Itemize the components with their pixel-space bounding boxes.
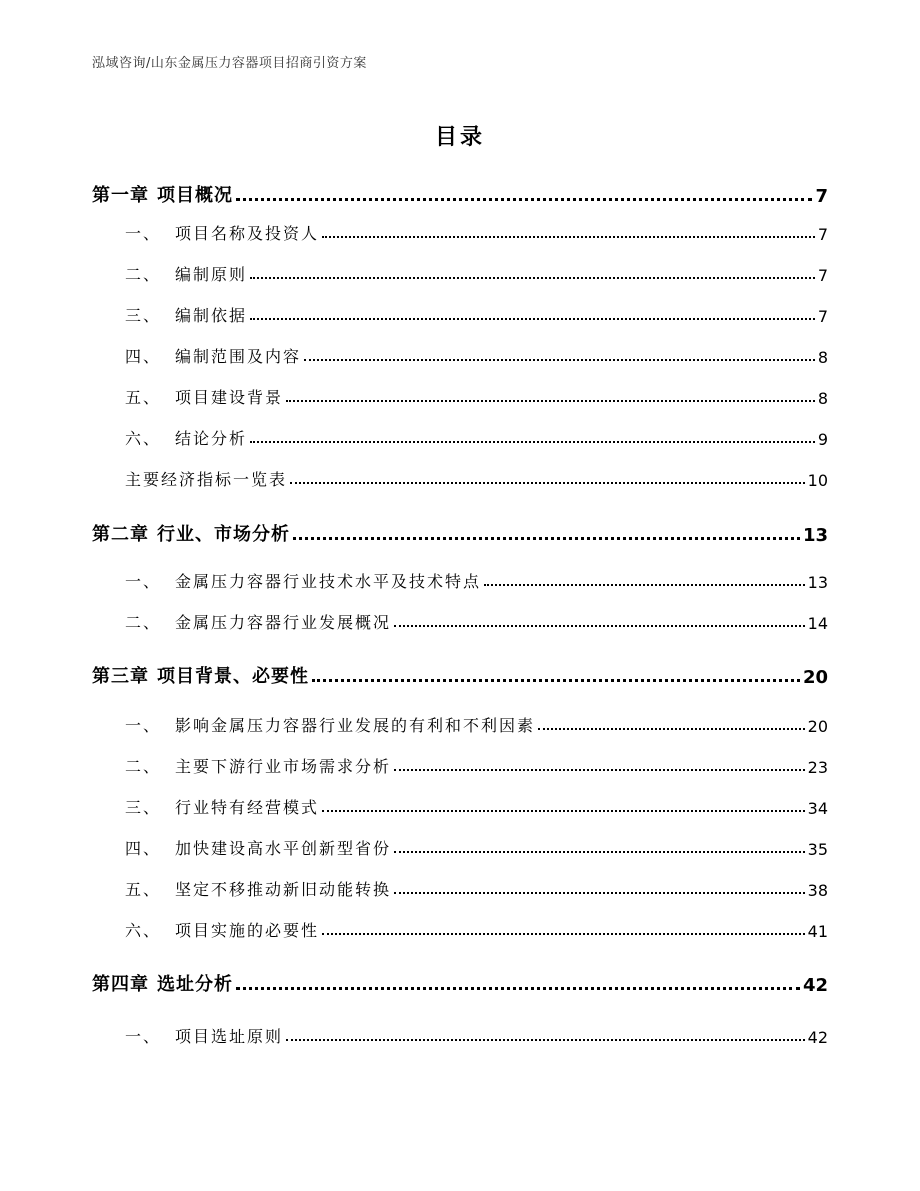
toc-page-number: 20 bbox=[802, 667, 828, 688]
toc-page-number: 7 bbox=[817, 266, 828, 285]
toc-chapter-entry[interactable] bbox=[92, 181, 828, 207]
toc-page-number: 7 bbox=[815, 186, 828, 207]
toc-page-number: 8 bbox=[817, 348, 828, 367]
toc-section-entry[interactable] bbox=[125, 1021, 828, 1047]
toc-entry-number: 第四章 bbox=[92, 974, 149, 995]
dot-leader bbox=[322, 809, 805, 812]
toc-entry-label: 金属压力容器行业技术水平及技术特点 bbox=[175, 572, 482, 591]
toc-section-entry[interactable] bbox=[125, 607, 828, 633]
toc-entry-number: 一、 bbox=[125, 716, 162, 735]
toc-section-entry[interactable] bbox=[125, 874, 828, 900]
toc-entry-label: 选址分析 bbox=[157, 974, 233, 995]
toc-entry-label: 影响金属压力容器行业发展的有利和不利因素 bbox=[175, 716, 536, 735]
dot-leader bbox=[394, 891, 805, 894]
toc-entry-number: 四、 bbox=[125, 839, 162, 858]
toc-entry-label: 坚定不移推动新旧动能转换 bbox=[175, 880, 392, 899]
dot-leader bbox=[394, 850, 805, 853]
toc-section-entry[interactable] bbox=[125, 464, 828, 490]
toc-page-number: 42 bbox=[807, 1028, 828, 1047]
toc-section-entry[interactable] bbox=[125, 833, 828, 859]
toc-entry-number: 五、 bbox=[125, 880, 162, 899]
toc-entry-title bbox=[125, 713, 535, 736]
toc-entry-label: 项目选址原则 bbox=[175, 1027, 284, 1046]
toc-section-entry[interactable] bbox=[125, 751, 828, 777]
toc-entry-title bbox=[92, 662, 309, 688]
dot-leader bbox=[236, 197, 812, 201]
toc-entry-label: 编制依据 bbox=[175, 306, 248, 325]
toc-entry-label: 加快建设高水平创新型省份 bbox=[175, 839, 392, 858]
dot-leader bbox=[236, 986, 800, 990]
toc-entry-title bbox=[125, 877, 391, 900]
toc-entry-label: 项目概况 bbox=[157, 185, 233, 206]
dot-leader bbox=[250, 317, 815, 320]
toc-entry-title bbox=[125, 344, 301, 367]
toc-entry-number: 第二章 bbox=[92, 524, 149, 545]
toc-entry-label: 主要下游行业市场需求分析 bbox=[175, 757, 392, 776]
toc-entry-title bbox=[125, 754, 391, 777]
toc-section-entry[interactable] bbox=[125, 382, 828, 408]
toc-page-number: 7 bbox=[817, 307, 828, 326]
dot-leader bbox=[312, 678, 800, 682]
toc-section-entry[interactable] bbox=[125, 259, 828, 285]
toc-entry-number: 三、 bbox=[125, 798, 162, 817]
toc-entry-number: 三、 bbox=[125, 306, 162, 325]
toc-section-entry[interactable] bbox=[125, 300, 828, 326]
toc-chapter-entry[interactable] bbox=[92, 662, 828, 688]
toc-section-entry[interactable] bbox=[125, 710, 828, 736]
toc-entry-label: 主要经济指标一览表 bbox=[125, 470, 288, 489]
toc-entry-title bbox=[125, 262, 247, 285]
dot-leader bbox=[484, 583, 805, 586]
toc-page-number: 41 bbox=[807, 922, 828, 941]
toc-entry-title bbox=[125, 795, 319, 818]
toc-entry-title bbox=[125, 467, 287, 490]
toc-entry-title bbox=[125, 303, 247, 326]
toc-entry-label: 行业、市场分析 bbox=[157, 524, 290, 545]
toc-section-entry[interactable] bbox=[125, 566, 828, 592]
toc-entry-title bbox=[125, 569, 481, 592]
toc-entry-title bbox=[125, 836, 391, 859]
toc-entry-title bbox=[125, 385, 283, 408]
toc-entry-label: 项目背景、必要性 bbox=[157, 666, 309, 687]
toc-chapter-entry[interactable] bbox=[92, 970, 828, 996]
toc-section-entry[interactable] bbox=[125, 792, 828, 818]
dot-leader bbox=[322, 932, 805, 935]
dot-leader bbox=[322, 235, 815, 238]
toc-section-entry[interactable] bbox=[125, 218, 828, 244]
toc-entry-title bbox=[92, 970, 233, 996]
toc-entry-number: 六、 bbox=[125, 429, 162, 448]
dot-leader bbox=[293, 536, 800, 540]
toc-entry-number: 四、 bbox=[125, 347, 162, 366]
toc-page-number: 7 bbox=[817, 225, 828, 244]
dot-leader bbox=[250, 276, 815, 279]
toc-entry-title bbox=[125, 610, 391, 633]
toc-entry-title bbox=[125, 221, 319, 244]
toc-entry-number: 二、 bbox=[125, 613, 162, 632]
toc-page-number: 14 bbox=[807, 614, 828, 633]
toc-entry-number: 一、 bbox=[125, 1027, 162, 1046]
toc-entry-title bbox=[125, 1024, 283, 1047]
toc-entry-number: 一、 bbox=[125, 224, 162, 243]
toc-entry-number: 五、 bbox=[125, 388, 162, 407]
toc-entry-label: 行业特有经营模式 bbox=[175, 798, 320, 817]
toc-entry-number: 二、 bbox=[125, 265, 162, 284]
dot-leader bbox=[286, 399, 815, 402]
toc-section-entry[interactable] bbox=[125, 915, 828, 941]
toc-entry-number: 二、 bbox=[125, 757, 162, 776]
toc-page-number: 42 bbox=[802, 975, 828, 996]
running-header: 泓域咨询/山东金属压力容器项目招商引资方案 bbox=[92, 56, 367, 71]
dot-leader bbox=[538, 727, 805, 730]
toc-page-number: 23 bbox=[807, 758, 828, 777]
toc-entry-number: 六、 bbox=[125, 921, 162, 940]
toc-entry-label: 编制范围及内容 bbox=[175, 347, 302, 366]
dot-leader bbox=[394, 624, 805, 627]
toc-page-number: 10 bbox=[807, 471, 828, 490]
dot-leader bbox=[250, 440, 815, 443]
dot-leader bbox=[290, 481, 805, 484]
toc-entry-label: 编制原则 bbox=[175, 265, 248, 284]
toc-entry-title bbox=[125, 426, 247, 449]
toc-entry-label: 结论分析 bbox=[175, 429, 248, 448]
toc-page-number: 8 bbox=[817, 389, 828, 408]
toc-page-number: 9 bbox=[817, 430, 828, 449]
toc-entry-label: 金属压力容器行业发展概况 bbox=[175, 613, 392, 632]
toc-page-number: 35 bbox=[807, 840, 828, 859]
toc-chapter-entry[interactable] bbox=[92, 520, 828, 546]
toc-entry-number: 第三章 bbox=[92, 666, 149, 687]
toc-entry-label: 项目建设背景 bbox=[175, 388, 284, 407]
toc-entry-label: 项目实施的必要性 bbox=[175, 921, 320, 940]
toc-page-number: 13 bbox=[807, 573, 828, 592]
toc-page-number: 13 bbox=[802, 525, 828, 546]
toc-entry-label: 项目名称及投资人 bbox=[175, 224, 320, 243]
dot-leader bbox=[286, 1038, 805, 1041]
toc-page-number: 34 bbox=[807, 799, 828, 818]
toc-entry-title bbox=[92, 520, 290, 546]
toc-page-number: 38 bbox=[807, 881, 828, 900]
toc-title: 目录 bbox=[434, 125, 485, 150]
dot-leader bbox=[394, 768, 805, 771]
toc-entry-title bbox=[125, 918, 319, 941]
toc-entry-title bbox=[92, 181, 233, 207]
toc-entry-number: 一、 bbox=[125, 572, 162, 591]
toc-entry-number: 第一章 bbox=[92, 185, 149, 206]
dot-leader bbox=[304, 358, 815, 361]
toc-page-number: 20 bbox=[807, 717, 828, 736]
toc-section-entry[interactable] bbox=[125, 341, 828, 367]
toc-section-entry[interactable] bbox=[125, 423, 828, 449]
